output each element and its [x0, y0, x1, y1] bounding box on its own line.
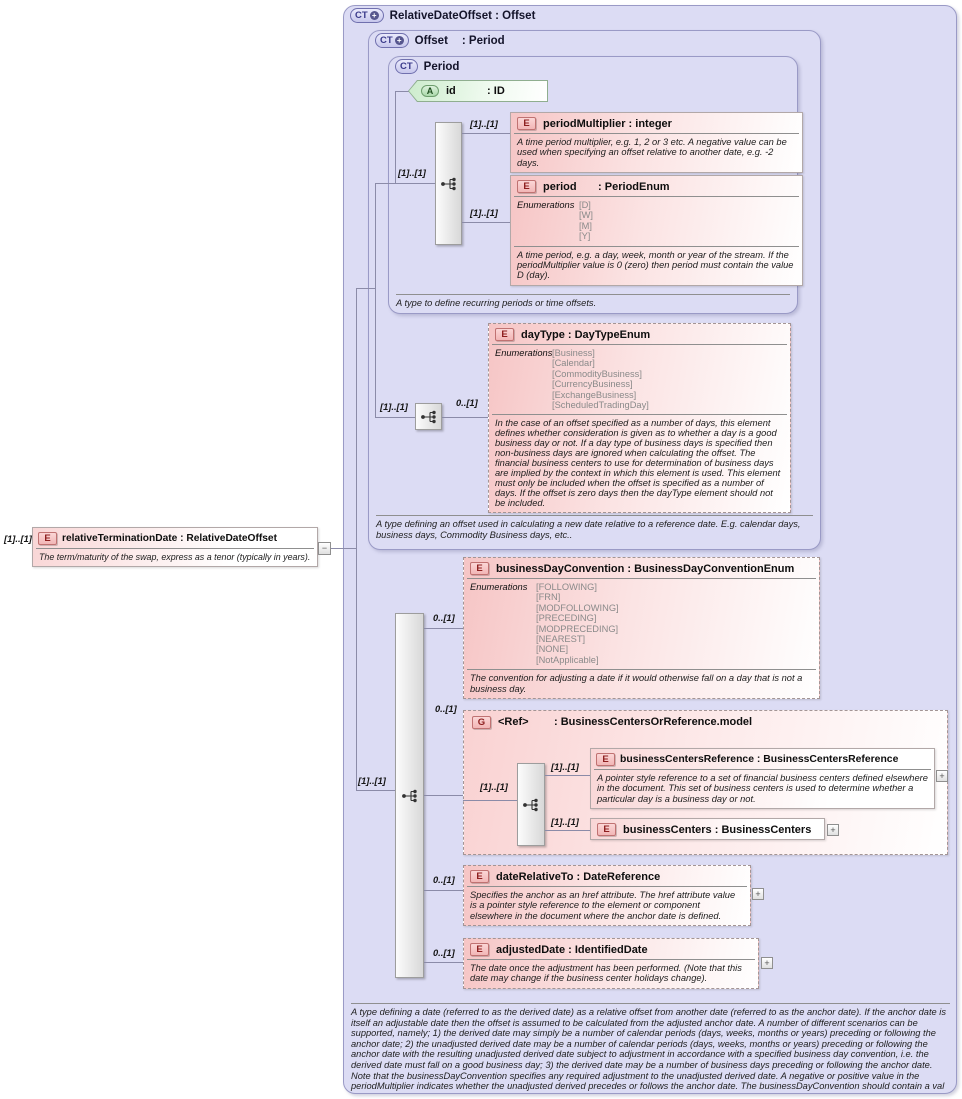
cardinality-label: [1]..[1] — [4, 534, 32, 544]
attribute-name: id — [446, 85, 456, 97]
type-name: Offset — [414, 34, 448, 47]
cardinality-label: [1]..[1] — [470, 208, 498, 218]
enum-value: [MODPRECEDING] — [536, 623, 619, 634]
element-badge: E — [596, 753, 615, 766]
base-type-name: : Offset — [492, 10, 535, 22]
connector-line — [442, 417, 488, 418]
type-name: RelativeDateOffset — [389, 9, 492, 22]
offset-header — [375, 33, 505, 48]
element-name: relativeTerminationDate — [62, 533, 178, 544]
connector-line — [462, 133, 510, 134]
element-businesscenters[interactable] — [590, 818, 825, 840]
element-badge: E — [470, 870, 489, 883]
connector-line — [375, 417, 415, 418]
cardinality-label: [1]..[1] — [480, 782, 508, 792]
element-type: : BusinessCentersReference — [754, 754, 898, 765]
element-description: In the case of an offset specified as a number of days, this element defines whether consideration is given as to whether a day is a good business day or not. If a day type of business days is specified then non-business days are ignored when calculating the offset. The financial business centers to use for determination of business days are implied by the context in which this element is used. This element must only be included when the offset is specified as a number of days. If the offset is zero days then the dayType element should not be included. — [492, 414, 787, 512]
sequence-connector-refgroup — [517, 763, 545, 846]
connector-line — [545, 830, 590, 831]
sequence-connector-offset — [415, 403, 442, 430]
element-relativeterminationdate[interactable] — [32, 527, 318, 567]
enum-value: [CurrencyBusiness] — [552, 379, 633, 390]
enumerations-label: Enumerations — [495, 348, 553, 358]
connector-line — [424, 962, 463, 963]
element-periodmultiplier[interactable] — [510, 112, 803, 173]
expand-toggle-icon[interactable]: + — [761, 957, 773, 969]
element-type: : DayTypeEnum — [565, 329, 650, 341]
element-type: : BusinessCenters — [712, 824, 812, 836]
element-name: businessDayConvention — [496, 562, 625, 575]
cardinality-label: [1]..[1] — [358, 776, 386, 786]
enumerations-section — [492, 344, 787, 414]
element-type: : integer — [626, 118, 672, 130]
element-description: Specifies the anchor as an href attribute. The href attribute value is a pointer style reference to the element or component elsewhere in the document where the anchor date is defined. — [467, 886, 747, 925]
enum-value: [ScheduledTradingDay] — [552, 400, 649, 411]
period-header — [395, 59, 459, 74]
element-name: dayType — [521, 328, 565, 341]
element-type: : DateReference — [573, 871, 660, 883]
derived-type-plus-icon: + — [395, 36, 404, 45]
element-businesscentersreference[interactable] — [590, 748, 935, 809]
connector-line — [331, 548, 356, 549]
sequence-icon — [420, 409, 438, 425]
complextype-icon: CT + — [375, 33, 409, 48]
sequence-icon — [401, 788, 419, 804]
connector-line — [424, 628, 463, 629]
connector-line — [462, 222, 510, 223]
relativedateoffset-type-annotation: A type defining a date (referred to as the derived date) as a relative offset from another date (referred to as the anchor date). If the anchor date is itself an adjustable date then the offset is assumed to be calculated from the adjusted anchor date. A number of different scenarios can be supported, namely; 1) the derived date may simply be a number of calendar periods (days, weeks, months or years) preceding or following the anchor date; 2) the unadjusted derived date may be a number of calendar periods (days, weeks, months or years) preceding or following the anchor date with the resulting unadjusted derived date subject to adjustment in accordance with a specified business day convention, i.e. the derived date must fall on a good business day; 3) the derived date may be a number of business days preceding or following the anchor date. Note that the businessDayConvention specifies any required adjustment to the unadjusted derived date. A negative or positive value in the periodMultiplier indicates whether the unadjusted derived precedes or follows the anchor date. The businessDayConvention should contain a val — [351, 1003, 950, 1092]
element-period[interactable] — [510, 175, 803, 286]
cardinality-label: [1]..[1] — [470, 119, 498, 129]
sequence-connector-period — [435, 122, 462, 245]
connector-line — [424, 890, 463, 891]
enum-value: [ExchangeBusiness] — [552, 389, 637, 400]
enum-value: [FRN] — [536, 592, 561, 603]
element-description: The term/maturity of the swap, express as a tenor (typically in years). — [36, 548, 314, 566]
enum-value: [MODFOLLOWING] — [536, 602, 619, 613]
attribute-id[interactable] — [408, 80, 548, 102]
element-name: periodMultiplier — [543, 117, 626, 130]
element-type: : BusinessDayConventionEnum — [624, 563, 794, 575]
element-type: : PeriodEnum — [595, 181, 670, 193]
element-badge: E — [470, 562, 489, 575]
element-name: adjustedDate — [496, 943, 566, 956]
element-badge: E — [517, 180, 536, 193]
cardinality-label: 0..[1] — [456, 398, 478, 408]
enumerations-section — [467, 578, 816, 669]
enum-value: [D] — [579, 200, 591, 210]
element-description: A pointer style reference to a set of financial business centers defined elsewhere in the document. This set of business centers is used to determine whether a particular day is a business day or not. — [594, 769, 931, 808]
group-name: <Ref> — [498, 716, 529, 728]
connector-line — [356, 288, 375, 289]
element-description: The convention for adjusting a date if it would otherwise fall on a day that is not a business day. — [467, 669, 816, 698]
enumerations-section — [514, 196, 799, 246]
element-businessdayconvention[interactable] — [463, 557, 820, 699]
connector-line — [356, 790, 395, 791]
enum-value: [Business] — [552, 348, 595, 358]
cardinality-label: [1]..[1] — [551, 817, 579, 827]
element-badge: E — [495, 328, 514, 341]
cardinality-label: [1]..[1] — [551, 762, 579, 772]
connector-line — [424, 795, 463, 796]
connector-line — [375, 183, 376, 417]
enum-value: [CommodityBusiness] — [552, 368, 642, 379]
element-type: : RelativeDateOffset — [177, 533, 277, 544]
sequence-icon — [522, 797, 540, 813]
element-description: The date once the adjustment has been performed. (Note that this date may change if the business center holidays change). — [467, 959, 755, 988]
connector-line — [356, 288, 357, 790]
enum-value: [Calendar] — [552, 358, 595, 369]
base-type-name: : Period — [459, 35, 505, 47]
element-badge: E — [470, 943, 489, 956]
element-badge: E — [517, 117, 536, 130]
enum-value: [NEAREST] — [536, 634, 586, 645]
relativedateoffset-header — [350, 8, 535, 23]
element-description: A time period multiplier, e.g. 1, 2 or 3 etc. A negative value can be used when specifying an offset relative to another date, e.g. -2 days. — [514, 133, 799, 172]
element-badge: E — [597, 823, 616, 836]
enum-value: [W] — [579, 210, 593, 221]
complextype-icon: CT + — [350, 8, 384, 23]
expand-toggle-icon[interactable]: + — [827, 824, 839, 836]
group-type: : BusinessCentersOrReference.model — [554, 716, 760, 728]
enum-value: [PRECEDING] — [536, 613, 597, 624]
connector-line — [395, 91, 396, 183]
enum-value: [FOLLOWING] — [536, 582, 597, 592]
complextype-icon: CT — [395, 59, 418, 74]
period-type-annotation: A type to define recurring periods or time offsets. — [396, 294, 790, 309]
element-badge: E — [38, 532, 57, 545]
enum-value: [NotApplicable] — [536, 654, 599, 665]
derived-type-plus-icon: + — [370, 11, 379, 20]
attribute-badge: A — [421, 85, 439, 97]
element-name: dateRelativeTo — [496, 870, 574, 883]
cardinality-label: [1]..[1] — [380, 402, 408, 412]
element-name: businessCentersReference — [620, 754, 754, 765]
element-name: period — [543, 180, 577, 193]
type-name: Period — [423, 60, 460, 73]
element-daterelativeto[interactable] — [463, 865, 751, 926]
enum-value: [Y] — [579, 231, 591, 242]
element-adjusteddate[interactable] — [463, 938, 759, 989]
connector-line — [375, 183, 435, 184]
offset-type-annotation: A type defining an offset used in calculating a new date relative to a reference date. E.g. calendar days, business days, Commodity Business days, etc.. — [376, 515, 813, 540]
element-name: businessCenters — [623, 823, 712, 836]
sequence-icon — [440, 176, 458, 192]
group-badge: G — [472, 716, 491, 729]
enumerations-label: Enumerations — [470, 582, 528, 592]
enumerations-label: Enumerations — [517, 200, 575, 210]
expand-toggle-icon[interactable]: + — [752, 888, 764, 900]
attribute-type: : ID — [484, 85, 505, 97]
collapse-toggle-icon[interactable]: − — [318, 542, 331, 555]
cardinality-label: 0..[1] — [433, 613, 455, 623]
connector-line — [545, 775, 590, 776]
cardinality-label: [1]..[1] — [398, 168, 426, 178]
sequence-connector-relativedateoffset — [395, 613, 424, 978]
element-daytype[interactable] — [488, 323, 791, 513]
element-type: : IdentifiedDate — [565, 944, 648, 956]
enum-value: [M] — [579, 220, 592, 231]
enum-value: [NONE] — [536, 644, 569, 655]
cardinality-label: 0..[1] — [433, 948, 455, 958]
group-header-ref — [472, 716, 760, 729]
element-description: A time period, e.g. a day, week, month or year of the stream. If the periodMultiplier value is 0 (zero) then period must contain the value D (day). — [514, 246, 799, 285]
cardinality-label: 0..[1] — [435, 704, 457, 714]
cardinality-label: 0..[1] — [433, 875, 455, 885]
connector-line — [463, 800, 517, 801]
expand-toggle-icon[interactable]: + — [936, 770, 948, 782]
